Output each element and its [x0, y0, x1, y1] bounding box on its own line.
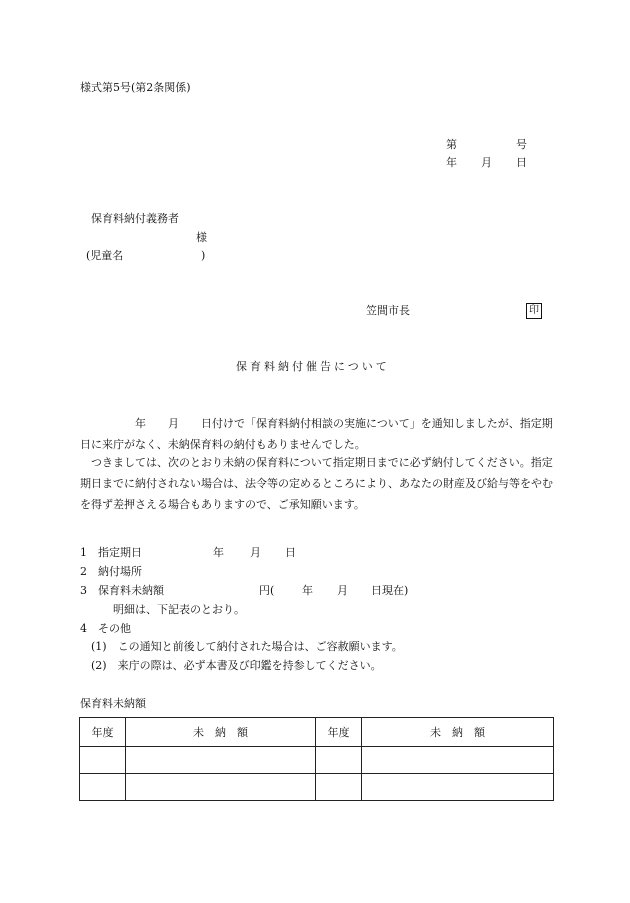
cell-fiscal-year — [80, 774, 126, 801]
item-4-label: 4 その他 — [80, 622, 131, 635]
header-unpaid-amount: 未 納 額 — [126, 718, 316, 747]
item-3-year: 年 — [302, 584, 313, 597]
sender-name: 笠間市長 — [366, 304, 410, 317]
child-name-close: ) — [201, 249, 206, 262]
subject-title: 保育料納付催告について — [236, 360, 390, 373]
table-row — [80, 747, 554, 774]
doc-date-day: 日 — [516, 156, 527, 169]
doc-date-year: 年 — [446, 156, 457, 169]
item-3-detail: 明細は、下記表のとおり。 — [113, 603, 245, 616]
header-fiscal-year: 年度 — [80, 718, 126, 747]
cell-fiscal-year — [316, 774, 362, 801]
seal-stamp: 印 — [526, 303, 542, 319]
item-3-label: 3 保育料未納額 — [80, 584, 164, 597]
child-name-open: (児童名 — [86, 249, 124, 262]
item-4-sub-1: (1) この通知と前後して納付された場合は、ご容赦願います。 — [91, 640, 403, 653]
body-paragraph-2: つきましては、次のとおり未納の保育料について指定期日までに必ず納付してください。指定期日までに納付されない場合は、法令等の定めるところにより、あなたの財産及び給与等をやむを得ず差押さえる場合もありますので、ご承知願います。 — [80, 456, 553, 511]
item-3-yen: 円( — [259, 584, 275, 597]
cell-unpaid-amount — [362, 774, 554, 801]
item-3-as-of: 日現在) — [371, 584, 409, 597]
item-4-sub-2: (2) 来庁の際は、必ず本書及び印鑑を持参してください。 — [91, 659, 382, 672]
cell-unpaid-amount — [126, 774, 316, 801]
body-paragraph-1: 年 月 日付けで「保育料納付相談の実施について」を通知しましたが、指定期日に来庁がなく、未納保育料の納付もありませんでした。 — [80, 417, 553, 451]
item-1-day: 日 — [285, 546, 296, 559]
doc-number-suffix: 号 — [516, 138, 527, 151]
recipient-honorific: 様 — [196, 231, 207, 244]
item-1-month: 月 — [250, 546, 261, 559]
cell-unpaid-amount — [362, 747, 554, 774]
cell-unpaid-amount — [126, 747, 316, 774]
table-header-row — [80, 718, 554, 747]
cell-fiscal-year — [80, 747, 126, 774]
item-1-label: 1 指定期日 — [80, 546, 142, 559]
doc-number-prefix: 第 — [446, 138, 457, 151]
recipient-title: 保育料納付義務者 — [91, 212, 179, 225]
cell-fiscal-year — [316, 747, 362, 774]
doc-date-month: 月 — [481, 156, 492, 169]
header-unpaid-amount: 未 納 額 — [362, 718, 554, 747]
header-fiscal-year: 年度 — [316, 718, 362, 747]
table-caption: 保育料未納額 — [80, 697, 146, 710]
item-2-label: 2 納付場所 — [80, 565, 142, 578]
arrears-table — [79, 717, 554, 801]
table-row — [80, 774, 554, 801]
item-3-month: 月 — [337, 584, 348, 597]
form-label: 様式第5号(第2条関係) — [80, 81, 191, 94]
item-1-year: 年 — [213, 546, 224, 559]
